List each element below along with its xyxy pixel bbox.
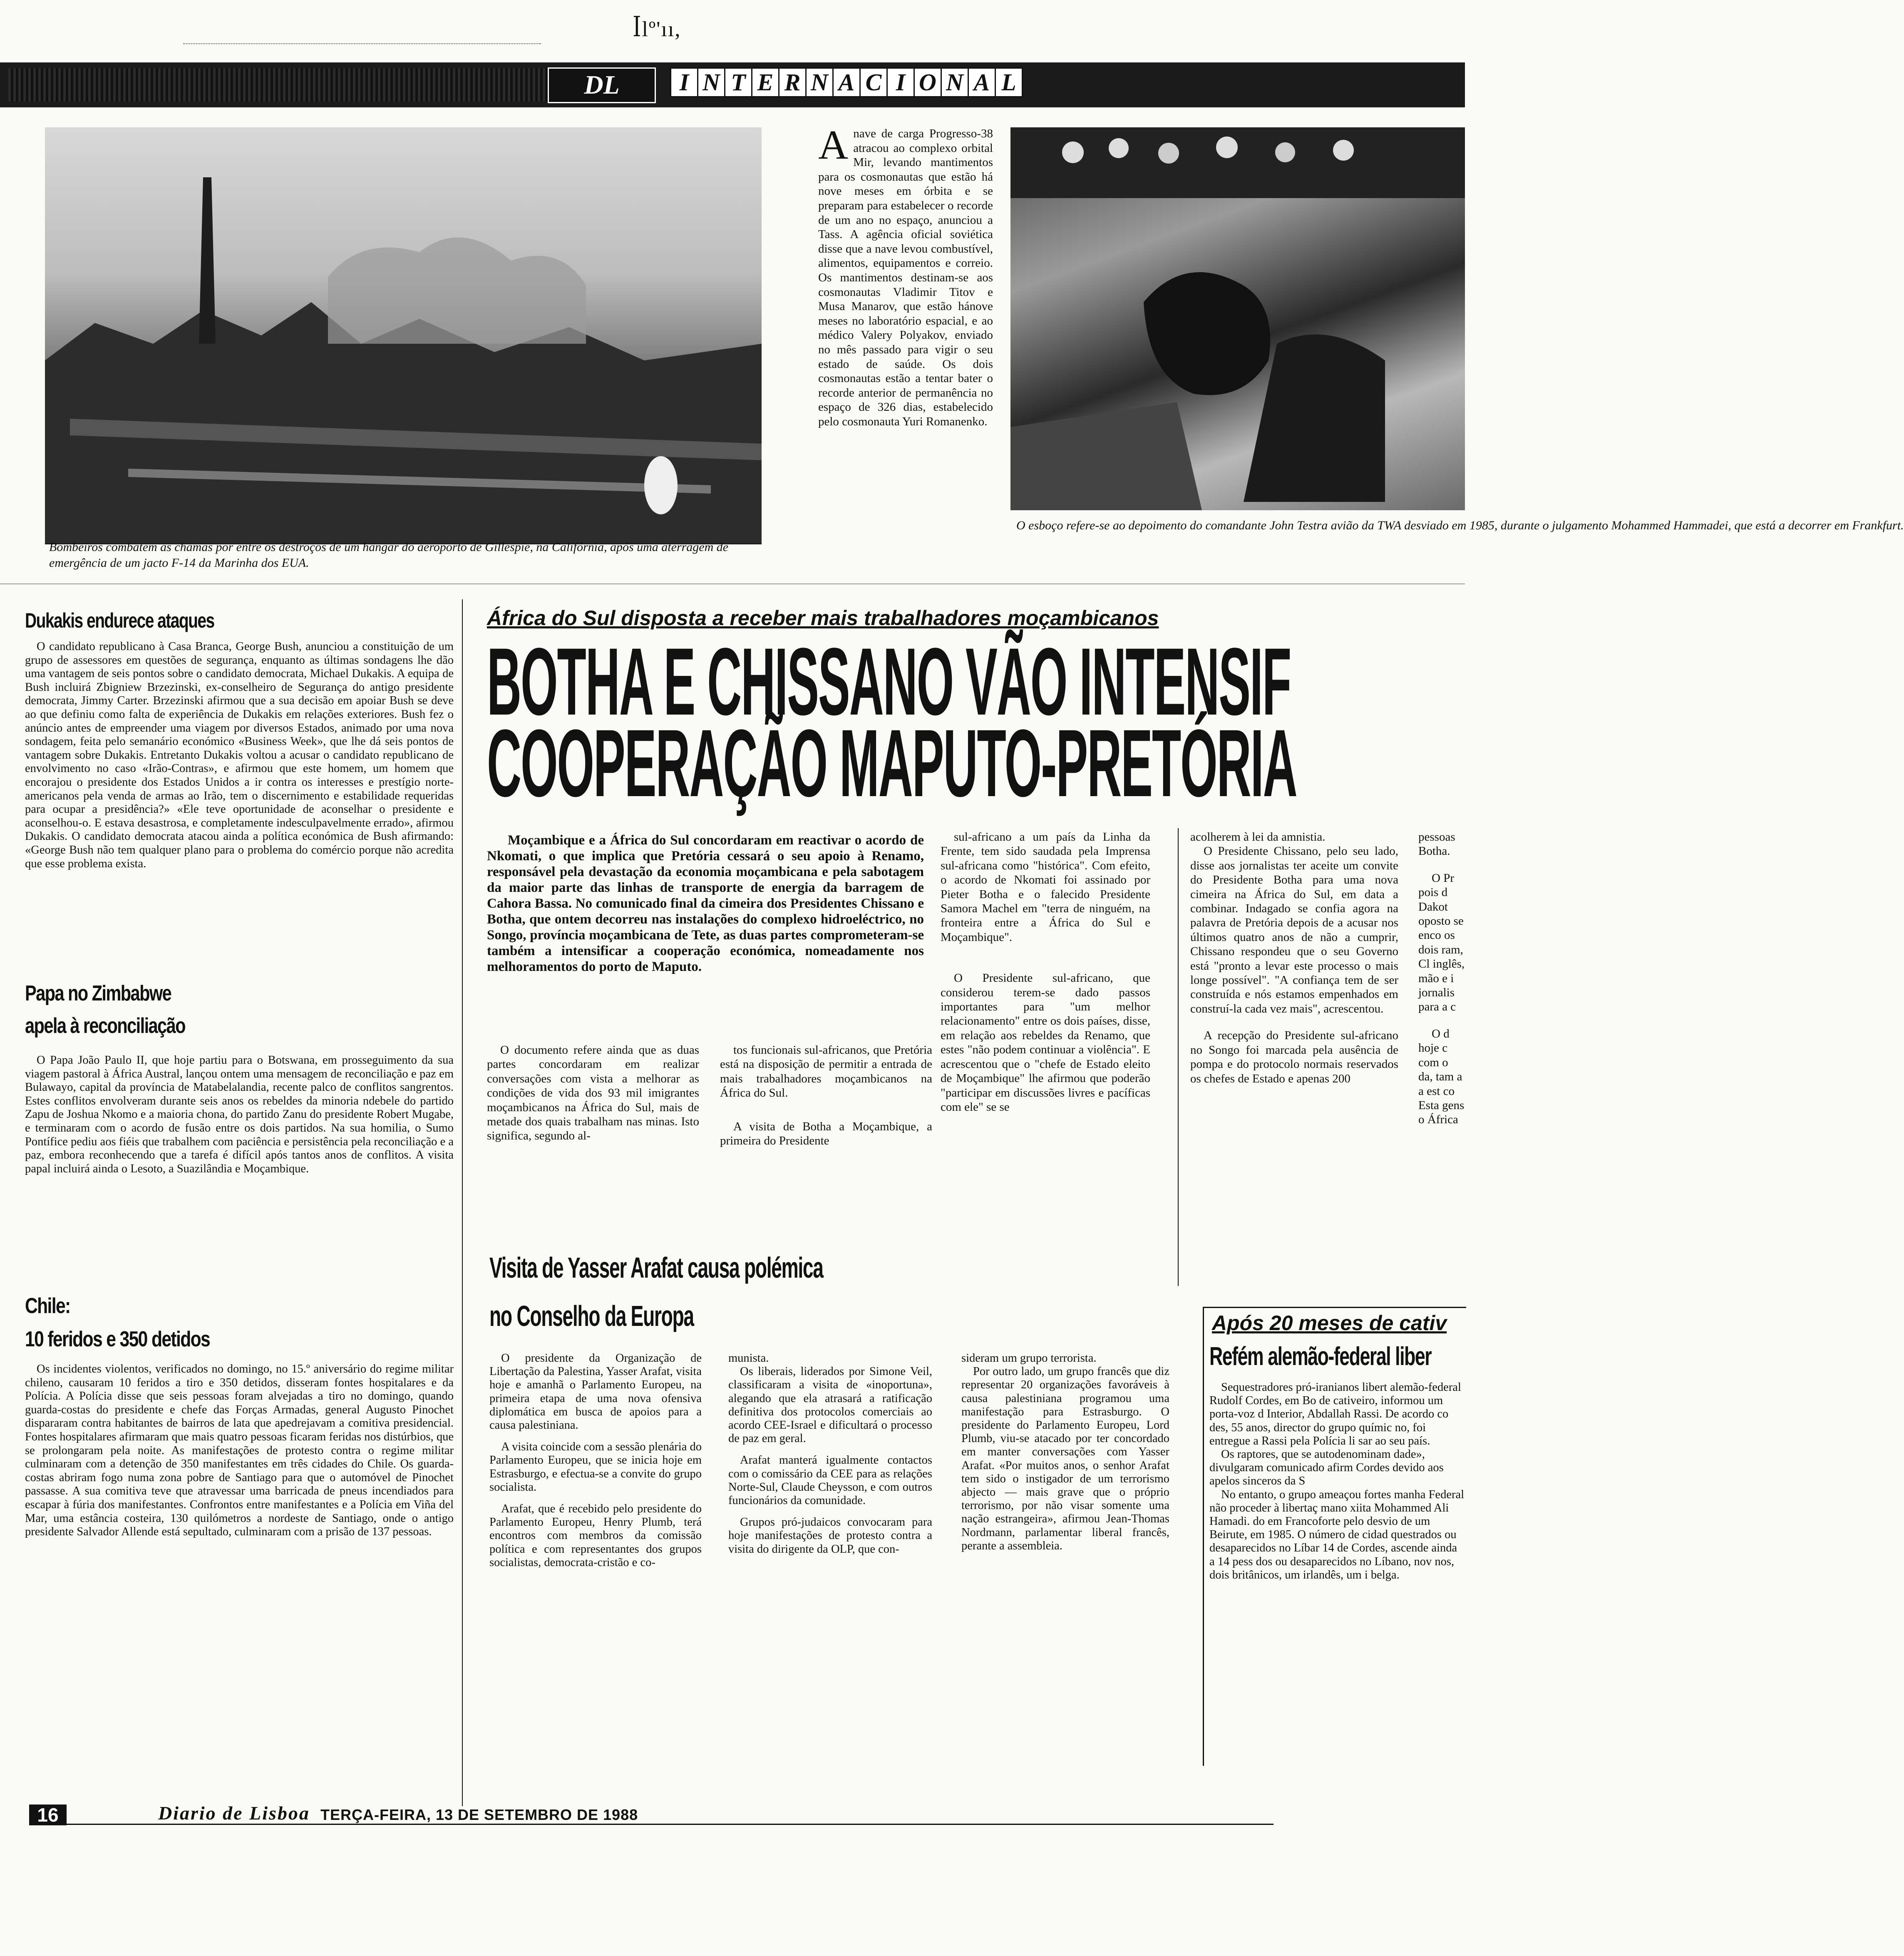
section-letter: I: [886, 67, 915, 97]
botha-col1-text: O documento refere ainda que as duas partes concordaram em realizar conversações com vista a melhorar as condições de vida dos 93 mil imigrantes moçambicanos na África do Sul, mais de metade dos quais trabalham nas minas. Isto significa, segundo al-: [487, 1043, 699, 1143]
left-column-divider: [462, 599, 463, 1806]
arafat-col1c-text: Arafat, que é recebido pelo presidente do Parlamento Europeu, Henry Plumb, terá encontros com membros da comissão política e com representantes dos grupos socialistas, democrata-cristão e co-: [489, 1502, 702, 1569]
botha-col2: [720, 1043, 932, 1148]
arafat-col3a-text: sideram um grupo terrorista.: [961, 1352, 1097, 1365]
arafat-col2: [728, 1352, 932, 1556]
section-title: [670, 67, 1022, 97]
botha-kicker: África do Sul disposta a receber mais trabalhadores moçambicanos: [487, 606, 1159, 630]
dotted-rule: [183, 43, 541, 44]
page-mark: ꟾlº'ıı,: [633, 17, 681, 41]
mir-story: [818, 122, 993, 429]
botha-headline-line2: COOPERAÇÃO MAPUTO-PRETÓRIA: [487, 710, 1297, 817]
botha-col5c-text: O d hoje c com o da, tam a a est co Esta gens o África: [1418, 1027, 1465, 1127]
section-letter: N: [941, 67, 969, 97]
section-letter: A: [968, 67, 996, 97]
chile-headline-line2: 10 feridos e 350 detidos: [25, 1327, 210, 1351]
top-rule: [0, 583, 1465, 584]
arafat-col2c-text: Arafat manterá igualmente contactos com o comissário da CEE para as relações Norte-Sul, Claude Cheysson, e com outros funcionários da comunidade.: [728, 1454, 932, 1507]
arafat-headline-line1: Visita de Yasser Arafat causa polémica: [489, 1251, 823, 1284]
mir-text: nave de carga Progresso-38 atracou ao complexo orbital Mir, levando mantimentos para os cosmonautas que estão há nove meses em órbita e se preparam para estabelecer o recorde de um ano no espaço, anunciou a Tass. A agência oficial soviética disse que a nave levou combustível, alimentos, equipamentos e correio. Os mantimentos destinam-se aos cosmonautas Vladimir Titov e Musa Manarov, que estão hánove meses no laboratório espacial, e ao médico Valery Polyakov, enviado no mês passado para vigir o seu estado de saúde. Os dois cosmonautas estão a tentar bater o recorde anterior de permanência no espaço de 326 dias, estabelecido pelo cosmonauta Yuri Romanenko.: [818, 127, 993, 428]
refem-text1: Sequestradores pró-iranianos libert alemão-federal Rudolf Cordes, em Bo de cativeiro, informou um porta-voz d Interior, Abdallah Rassi. De acordo co des, 55 anos, director do grupo químic no, foi entregue a Rassi pela Polícia li sar ao seu país.: [1209, 1381, 1461, 1447]
refem-kicker: Após 20 meses de cativ: [1212, 1311, 1447, 1335]
arafat-headline: [489, 1244, 823, 1340]
section-letter: N: [697, 67, 725, 97]
arafat-col3: [961, 1352, 1169, 1553]
botha-col2b-text: A visita de Botha a Moçambique, a primeira do Presidente: [720, 1119, 932, 1148]
papa-story: [25, 1054, 454, 1176]
chile-headline: [25, 1289, 210, 1356]
dukakis-text: O candidato republicano à Casa Branca, George Bush, anunciou a constituição de um grupo de assessores em questões de segurança, enquanto as últimas sondagens lhe dão uma vantagem de seis pontos sobre o candidato democrata, Michael Dukakis. A equipa de Bush incluirá Zbigniew Brzezinski, ex-conselheiro de Segurança do antigo presidente democrata, Jimmy Carter. Brzezinski afirmou que a sua decisão em apoiar Bush se deve ao que definiu como falta de experiência de Dukakis em relações exteriores. Bush fez o anúncio antes de empreender uma viagem por diversos Estados, animado por uma nova sondagem, feita pelo semanário económico «Business Week», que lhe dá seis pontos de vantagem sobre Dukakis. Entretanto Dukakis voltou a acusar o candidato republicano de envolvimento no caso «Irão-Contras», e afirmou que este homem, um homem que encorajou o presidente dos Estados Unidos a ir contra os interesses e prestígio norte-americanos pela venda de armas ao Irão, tem o discernimento e estabilidade requeridas para ocupar a presidência?» «Ele teve oportunidade de aconselhar o presidente e aconselhou-o. E estava desastrosa, e completamente indesculpavelmente errado», afirmou Dukakis. O candidato democrata atacou ainda a política económica de Bush afirmando: «George Bush não tem qualquer plano para o problema do comércio porque não acredita que esse problema exista.: [25, 640, 454, 870]
page-number: 16: [29, 1805, 67, 1825]
photo-hangar-fire: [45, 127, 762, 544]
section-letter: C: [859, 67, 888, 97]
papa-headline-line1: Papa no Zimbabwe: [25, 981, 171, 1005]
arafat-col3b-text: Por outro lado, um grupo francês que diz representar 20 organizações favoráveis à causa palestiniana programou uma manifestação para Estrasburgo. O presidente do Parlamento Europeu, Lord Plumb, viu-se atacado por ter concordado em manter conversações com Yasser Arafat. «Por muitos anos, o senhor Arafat tem sido o instigador de um terrorismo abjecto — mais grave que o próprio terrorismo, por não visar somente uma nação estrangeira», afirmou Jean-Thomas Nordmann, parlamentar liberal francês, perante a assembleia.: [961, 1365, 1169, 1552]
refem-text3: No entanto, o grupo ameaçou fortes manha Federal não proceder à libertaç mano xiita Mohammed Ali Hamadi. do em Francoforte pelo desvio de um Beirute, em 1985. O número de cidad questrados ou desaparecidos no Líbar 14 de Cordes, ascende ainda a 14 pess dos ou desaparecidos no Líbano, nov nos, dois britânicos, um irlandês, um i belga.: [1209, 1488, 1465, 1581]
section-letter: T: [724, 67, 752, 97]
botha-col4c-text: A recepção do Presidente sul-africano no Songo foi marcada pela ausência de pompa e do protocolo normais reservados os chefes de Estado e apenas 200: [1190, 1029, 1398, 1085]
courtroom-sketch-image: [1010, 127, 1465, 510]
botha-col2-text: tos funcionais sul-africanos, que Pretória está na disposição de permitir a entrada de mais trabalhadores moçambicanos na África do Sul.: [720, 1043, 932, 1100]
refem-headline: Refém alemão-federal liber: [1209, 1342, 1432, 1371]
section-letter: L: [995, 67, 1023, 97]
chile-headline-line1: Chile:: [25, 1294, 70, 1318]
botha-divider: [1178, 828, 1179, 1286]
section-letter: I: [670, 67, 698, 97]
arafat-col1a-text: O presidente da Organização de Libertação da Palestina, Yasser Arafat, visita hoje e amanhã o Parlamento Europeu, na primeira etapa de uma nova ofensiva diplomática em busca de apoios para a causa palestiniana.: [489, 1352, 702, 1432]
botha-col3: [941, 830, 1150, 1114]
photo2-caption: O esboço refere-se ao depoimento do comandante John Testra avião da TWA desviado em 1985, durante o julgamento Mohammed Hammadei, que está a decorrer em Frankfurt.: [1016, 519, 1904, 532]
banner-texture: [8, 68, 641, 102]
footer-date: TERÇA-FEIRA, 13 DE SETEMBRO DE 1988: [320, 1806, 638, 1823]
papa-text: O Papa João Paulo II, que hoje partiu para o Botswana, em prosseguimento da sua viagem pastoral à África Austral, lançou ontem uma mensagem de reconciliação e paz em Bulawayo, capital da província de Matabelalandia, recente palco de conflitos sangrentos. Estes conflitos envolveram durante seis anos os rebeldes da minoria ndebele do partido Zapu de Joshua Nkomo e a maioria chona, do partido Zanu do presidente Robert Mugabe, e terminaram com o acordo de fusão entre os dois partidos. Na sua homilia, o Sumo Pontífice pediu aos fiéis que trabalhem com paciência e persistência pela reconciliação e a paz, embora reconhecendo que a tarefa é difícil após tantos anos de conflitos. A visita papal incluirá ainda o Lesoto, a Suazilândia e Moçambique.: [25, 1054, 454, 1175]
section-letter: A: [832, 67, 861, 97]
botha-col4: [1190, 830, 1398, 1086]
botha-col4-text: acolherem à lei da amnistia.: [1190, 830, 1326, 844]
botha-col1: [487, 1043, 699, 1143]
arafat-col2a-text: munista.: [728, 1352, 769, 1365]
chile-text: Os incidentes violentos, verificados no domingo, no 15.º aniversário do regime militar chileno, causaram 10 feridos a tiro e 350 detidos, disseram fontes hospitalares e da Polícia. A Polícia disse que seis pessoas foram alvejadas a tiro no domingo, quando guarda-costas do presidente e chefe das Forças Armadas, general Augusto Pinochet dispararam contra habitantes de bairros de lata que apedrejavam a comitiva presidencial. Fontes hospitalares afirmaram que mais quatro pessoas ficaram feridas nos distúrbios, que se prolongaram pela noite. As manifestações de protesto contra o regime militar culminaram com a detenção de 350 manifestantes em três cidades do Chile. Os guarda-costas abriram fogo numa zona pobre de Santiago para que o automóvel de Pinochet passasse. A sua comitiva teve que atravessar uma barricada de pneus incendiados para escapar à fúria dos manifestantes. Confrontos entre manifestantes e a Polícia em Viña del Mar, uma estância costeira, 130 quilómetros a nordeste de Santiago, onde o antigo presidente Salvador Allende está sepultado, culminaram com a prisão de 137 pessoas.: [25, 1363, 454, 1539]
botha-headline-line1: BOTHA E CHISSANO VÃO INTENSIF: [487, 628, 1291, 735]
botha-headline: [487, 628, 1297, 817]
arafat-col2b-text: Os liberais, liderados por Simone Veil, classificaram a visita de «inoportuna», alegando que ela atrasará a ratificação definitiva dos protocolos comerciais ao acordo CEE-Israel e dificultará o processo de paz em geral.: [728, 1365, 932, 1445]
section-letter: R: [778, 67, 807, 97]
hangar-fire-image: [45, 127, 762, 544]
newspaper-name: Diario de Lisboa: [158, 1802, 310, 1824]
refem-text2: Os raptores, que se autodenominam dade», divulgaram comunicado afirm Cordes devido aos apelos sinceros da S: [1209, 1448, 1444, 1488]
mir-dropcap: A: [818, 122, 849, 168]
section-letter: N: [805, 67, 834, 97]
botha-col3b-text: O Presidente sul-africano, que considerou terem-se dado passos importantes para "um melhor relacionamento" entre os dois países, disse, em relação aos rebeldes da Renamo, que estes "não podem continuar a violência". E acrescentou que o "chefe de Estado eleito de Moçambique" lhe afirmou que poderão "participar em discussões livres e pacíficas com ele" se se: [941, 971, 1150, 1114]
papa-headline: [25, 977, 185, 1042]
arafat-col1b-text: A visita coincide com a sessão plenária do Parlamento Europeu, que se inicia hoje em Estrasburgo, e efectua-se a convite do grupo socialista.: [489, 1440, 702, 1494]
botha-col5b-text: O Pr pois d Dakot oposto se enco os dois ram, Cl inglês, mão e i jornalis para a c: [1418, 871, 1465, 1014]
section-letter: O: [914, 67, 942, 97]
dl-logo: DL: [548, 67, 656, 103]
botha-col4b-text: O Presidente Chissano, pelo seu lado, disse aos jornalistas ter aceite um convite do Presidente Botha para uma nova cimeira na África do Sul, em data a combinar. Indagado se confia agora na palavra de Pretória depois de a acusar nos últimos quatro anos de não a cumprir, Chissano respondeu que o seu Governo está "pronto a levar este processo o mais longe possível". "A confiança tem de ser construída e nós estamos empenhados em construí-la cada vez mais", acrescentou.: [1190, 844, 1398, 1015]
botha-lead: [487, 832, 924, 975]
chile-story: [25, 1363, 454, 1539]
botha-col3-text: sul-africano a um país da Linha da Frente, tem sido saudada pela Imprensa sul-africana como "histórica". Com efeito, o acordo de Nkomati foi assinado por Pieter Botha e o falecido Presidente Samora Machel em "terra de ninguém, na fronteira entre a África do Sul e Moçambique".: [941, 830, 1150, 944]
section-letter: E: [751, 67, 779, 97]
arafat-col1: [489, 1352, 702, 1569]
papa-headline-line2: apela à reconciliação: [25, 1014, 185, 1038]
dukakis-story: [25, 640, 454, 871]
photo-courtroom-sketch: [1010, 127, 1465, 510]
dukakis-headline: Dukakis endurece ataques: [25, 609, 214, 632]
botha-lead-text: Moçambique e a África do Sul concordaram em reactivar o acordo de Nkomati, o que implica que Pretória cessará o seu apoio à Renamo, responsável pela devastação da economia moçambicana e pela sabotagem da maior parte das linhas de transporte de energia da barragem de Cahora Bassa. No comunicado final da cimeira dos Presidentes Chissano e Botha, que ontem decorreu nas instalações do complexo hidroeléctrico, no Songo, província moçambicana de Tete, as duas partes comprometeram-se também a intensificar a cooperação económica, nomeadamente nos melhoramentos do porto de Maputo.: [487, 833, 924, 974]
arafat-col2d-text: Grupos pró-judaicos convocaram para hoje manifestações de protesto contra a visita do dirigente da OLP, que con-: [728, 1516, 932, 1556]
botha-col5: [1418, 830, 1465, 1127]
arafat-headline-line2: no Conselho da Europa: [489, 1300, 694, 1332]
refem-story: [1209, 1381, 1465, 1582]
botha-col5-text: pessoas Botha.: [1418, 830, 1455, 858]
photo1-caption: Bombeiros combatem as chamas por entre os destroços de um hangar do aeroporto de Gillespie, na Califórnia, após uma aterragem de emergência de um jacto F-14 da Marinha dos EUA.: [49, 540, 729, 570]
